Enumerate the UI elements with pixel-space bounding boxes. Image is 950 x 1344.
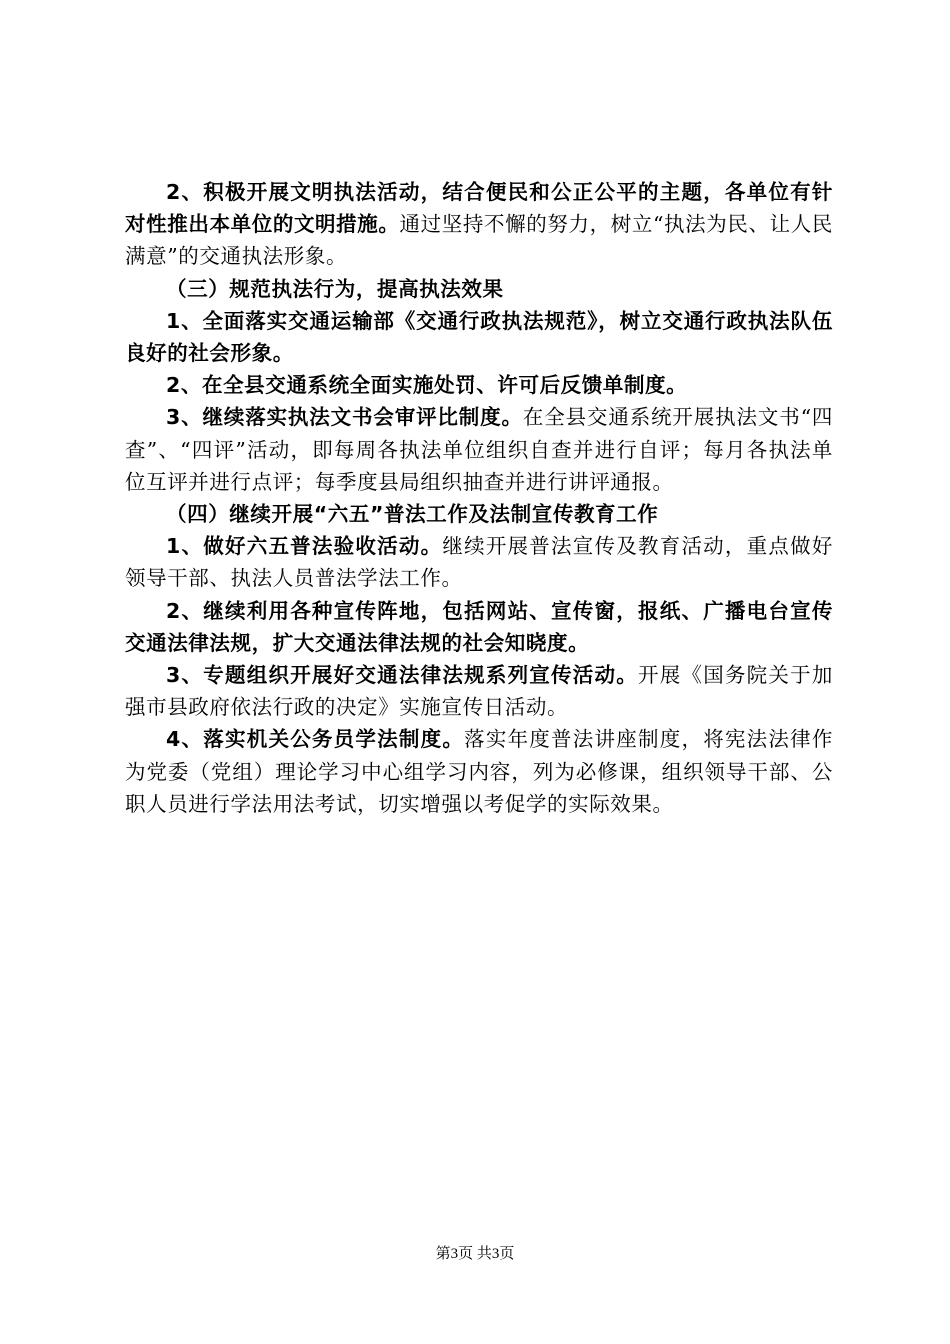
paragraph-lead: 2、继续利用各种宣传阵地，包括网站、宣传窗，报纸、广播电台宣传交通法律法规，扩大交通法律法规的社会知晓度。 — [125, 598, 833, 655]
page-number-footer: 第3页 共3页 — [435, 1246, 515, 1262]
section-heading-three: （三）规范执法行为，提高执法效果 — [166, 276, 504, 301]
paragraph-lead: 1、做好六五普法验收活动。 — [166, 534, 443, 559]
paragraph-lead: 3、继续落实执法文书会审评比制度。 — [166, 405, 523, 430]
paragraph-feedback-system — [125, 369, 833, 401]
paragraph-lead: 1、全面落实交通运输部《交通行政执法规范》，树立交通行政执法队伍良好的社会形象。 — [125, 308, 833, 366]
paragraph-detail: 通过坚持不懈的努力，树立“执法为民、让人民满意”的交通执法形象。 — [125, 212, 833, 269]
paragraph-lead: 2、在全县交通系统全面实施处罚、许可后反馈单制度。 — [166, 373, 688, 398]
paragraph-lead: 2、积极开展文明执法活动，结合便民和公正公平的主题，各单位有针对性推出本单位的文明措施。 — [125, 180, 833, 237]
paragraph-detail: 继续开展普法宣传及教育活动，重点做好领导干部、执法人员普法学法工作。 — [125, 534, 833, 591]
paragraph-civilized-enforcement — [125, 176, 833, 273]
paragraph-document-review — [125, 401, 833, 498]
paragraph-civil-servant-study — [125, 723, 833, 820]
paragraph-legal-acceptance — [125, 530, 833, 594]
paragraph-detail: 在全县交通系统开展执法文书“四查”、“四评”活动，即每周各执法单位组织自查并进行自评；每月各执法单位互评并进行点评；每季度县局组织抽查并进行讲评通报。 — [125, 405, 834, 494]
paragraph-detail: 落实年度普法讲座制度，将宪法法律作为党委（党组）理论学习中心组学习内容，列为必修课，组织领导干部、公职人员进行学法用法考试，切实增强以考促学的实际效果。 — [125, 727, 833, 816]
document-body — [125, 176, 833, 820]
paragraph-lead: 3、专题组织开展好交通法律法规系列宣传活动。 — [166, 663, 638, 688]
paragraph-thematic-campaign — [125, 659, 833, 723]
paragraph-detail: 开展《国务院关于加强市县政府依法行政的决定》实施宣传日活动。 — [125, 663, 833, 720]
section-heading-four: （四）继续开展“六五”普法工作及法制宣传教育工作 — [166, 502, 659, 527]
paragraph-lead: 4、落实机关公务员学法制度。 — [166, 727, 465, 752]
paragraph-publicity-channels — [125, 595, 833, 659]
paragraph-enforcement-norms — [125, 305, 833, 369]
